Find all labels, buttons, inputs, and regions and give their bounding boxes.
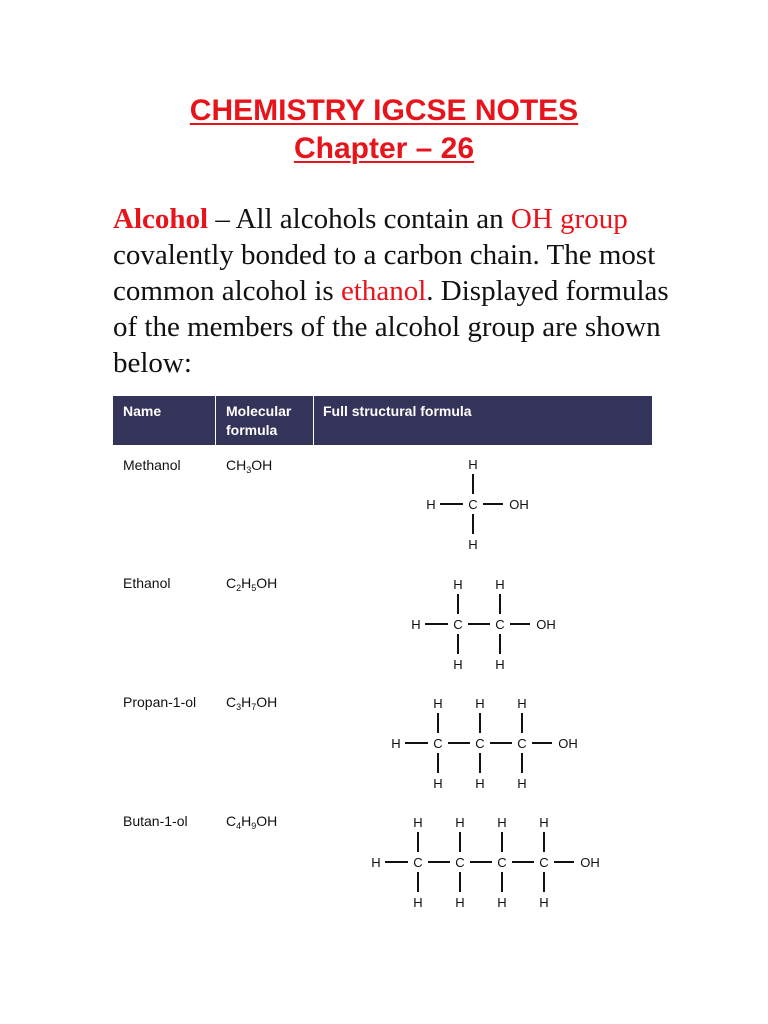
carbon-atom: C	[453, 617, 463, 632]
carbon-atom: C	[433, 736, 443, 751]
intro-text-2: covalently bonded to a carbon chain. The most common alcohol is	[113, 239, 656, 307]
hydroxyl-group: OH	[580, 855, 600, 870]
methanol-structural-formula	[413, 454, 543, 559]
row-molecular-formula: $C_2H_5OH$	[226, 575, 278, 593]
chapter-title: Chapter – 26	[293, 132, 475, 165]
row-name: Methanol	[123, 457, 181, 473]
hydrogen-atom: H	[371, 855, 381, 870]
carbon-atom: C	[468, 497, 478, 512]
hydrogen-atom: H	[475, 696, 485, 711]
hydroxyl-group: OH	[509, 497, 529, 512]
hydrogen-atom: H	[426, 497, 436, 512]
carbon-atom: C	[495, 617, 505, 632]
header-molecular: Molecular formula	[226, 403, 292, 438]
propanol-structural-formula	[378, 693, 592, 798]
hydrogen-atom: H	[411, 617, 421, 632]
row-name: Propan-1-ol	[123, 694, 197, 710]
header-name: Name	[123, 403, 162, 419]
carbon-atom: C	[517, 736, 527, 751]
hydrogen-atom: H	[495, 657, 505, 672]
ethanol-structural-formula	[398, 574, 570, 679]
row-molecular-formula: $C_3H_7OH$	[226, 694, 278, 712]
hydrogen-atom: H	[497, 815, 507, 830]
page-title: CHEMISTRY IGCSE NOTES	[189, 94, 579, 127]
carbon-atom: C	[455, 855, 465, 870]
hydrogen-atom: H	[433, 696, 443, 711]
hydrogen-atom: H	[517, 696, 527, 711]
term-alcohol: Alcohol	[113, 203, 209, 235]
intro-text-1: – All alcohols contain an	[208, 203, 511, 235]
hydrogen-atom: H	[453, 657, 463, 672]
table-header	[113, 396, 652, 445]
carbon-atom: C	[497, 855, 507, 870]
carbon-atom: C	[539, 855, 549, 870]
structural-formula-svg	[398, 574, 570, 674]
hydrogen-atom: H	[475, 776, 485, 791]
structural-formula-svg	[413, 454, 543, 554]
hydroxyl-group: OH	[536, 617, 556, 632]
hydrogen-atom: H	[539, 815, 549, 830]
carbon-atom: C	[475, 736, 485, 751]
hydrogen-atom: H	[413, 815, 423, 830]
header-structural: Full structural formula	[323, 403, 472, 419]
butanol-structural-formula	[358, 812, 614, 917]
header-divider	[215, 396, 216, 445]
row-name: Butan-1-ol	[123, 813, 188, 829]
hydrogen-atom: H	[468, 457, 478, 472]
highlight-oh-group: OH group	[510, 203, 628, 235]
carbon-atom: C	[413, 855, 423, 870]
hydrogen-atom: H	[495, 577, 505, 592]
header-divider	[313, 396, 314, 445]
hydrogen-atom: H	[453, 577, 463, 592]
hydrogen-atom: H	[539, 895, 549, 910]
hydrogen-atom: H	[413, 895, 423, 910]
hydroxyl-group: OH	[558, 736, 578, 751]
hydrogen-atom: H	[433, 776, 443, 791]
structural-formula-svg	[378, 693, 592, 793]
highlight-ethanol: ethanol	[340, 275, 427, 307]
hydrogen-atom: H	[497, 895, 507, 910]
structural-formula-svg	[358, 812, 614, 912]
row-molecular-formula: $CH_3OH$	[226, 457, 273, 475]
row-molecular-formula: $C_4H_9OH$	[226, 813, 278, 831]
intro-text-3: . Displayed formulas of the members of the alcohol group are shown below:	[113, 275, 669, 379]
hydrogen-atom: H	[391, 736, 401, 751]
hydrogen-atom: H	[455, 815, 465, 830]
hydrogen-atom: H	[455, 895, 465, 910]
hydrogen-atom: H	[517, 776, 527, 791]
row-name: Ethanol	[123, 575, 171, 591]
intro-paragraph	[113, 201, 673, 381]
hydrogen-atom: H	[468, 537, 478, 552]
